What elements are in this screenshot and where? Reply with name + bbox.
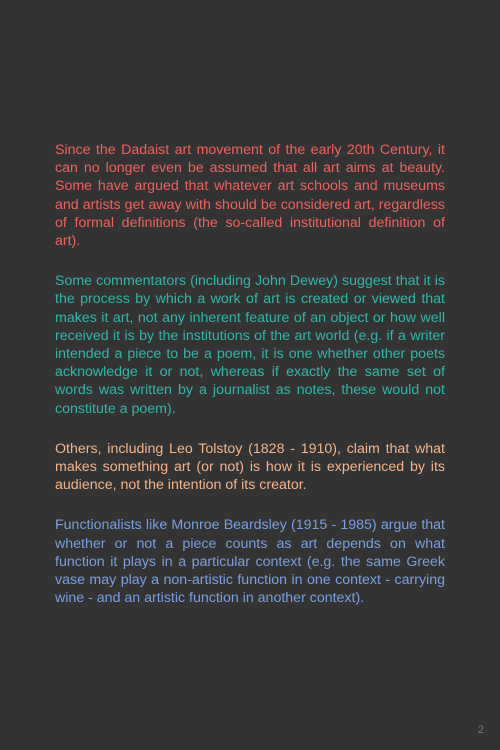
page-number: 2 <box>477 724 484 736</box>
paragraph-functional-definition: Functionalists like Monroe Beardsley (1915 - 1985) argue that whether or not a piece counts as art depends on what function it plays in a particular context (e.g. the same Greek vase may play a non-artistic function in one context - carrying wine - and an artistic function in another context). <box>55 517 445 607</box>
paragraph-process-definition: Some commentators (including John Dewey) suggest that it is the process by which a work of art is created or viewed that makes it art, not any inherent feature of an object or how well received it is by the institutions of the art world (e.g. if a writer intended a piece to be a poem, it is one whether other poets acknowledge it or not, whereas if exactly the same set of words was written by a journalist as notes, these would not constitute a poem). <box>55 273 445 417</box>
body-text <box>55 141 445 629</box>
paragraph-audience-definition: Others, including Leo Tolstoy (1828 - 1910), claim that what makes something art (or not) is how it is experienced by its audience, not the intention of its creator. <box>55 440 445 494</box>
paragraph-institutional-definition: Since the Dadaist art movement of the early 20th Century, it can no longer even be assumed that all art aims at beauty. Some have argued that whatever art schools and museums and artists get away with should be considered art, regardless of formal definitions (the so-called institutional definition of art). <box>55 142 445 250</box>
